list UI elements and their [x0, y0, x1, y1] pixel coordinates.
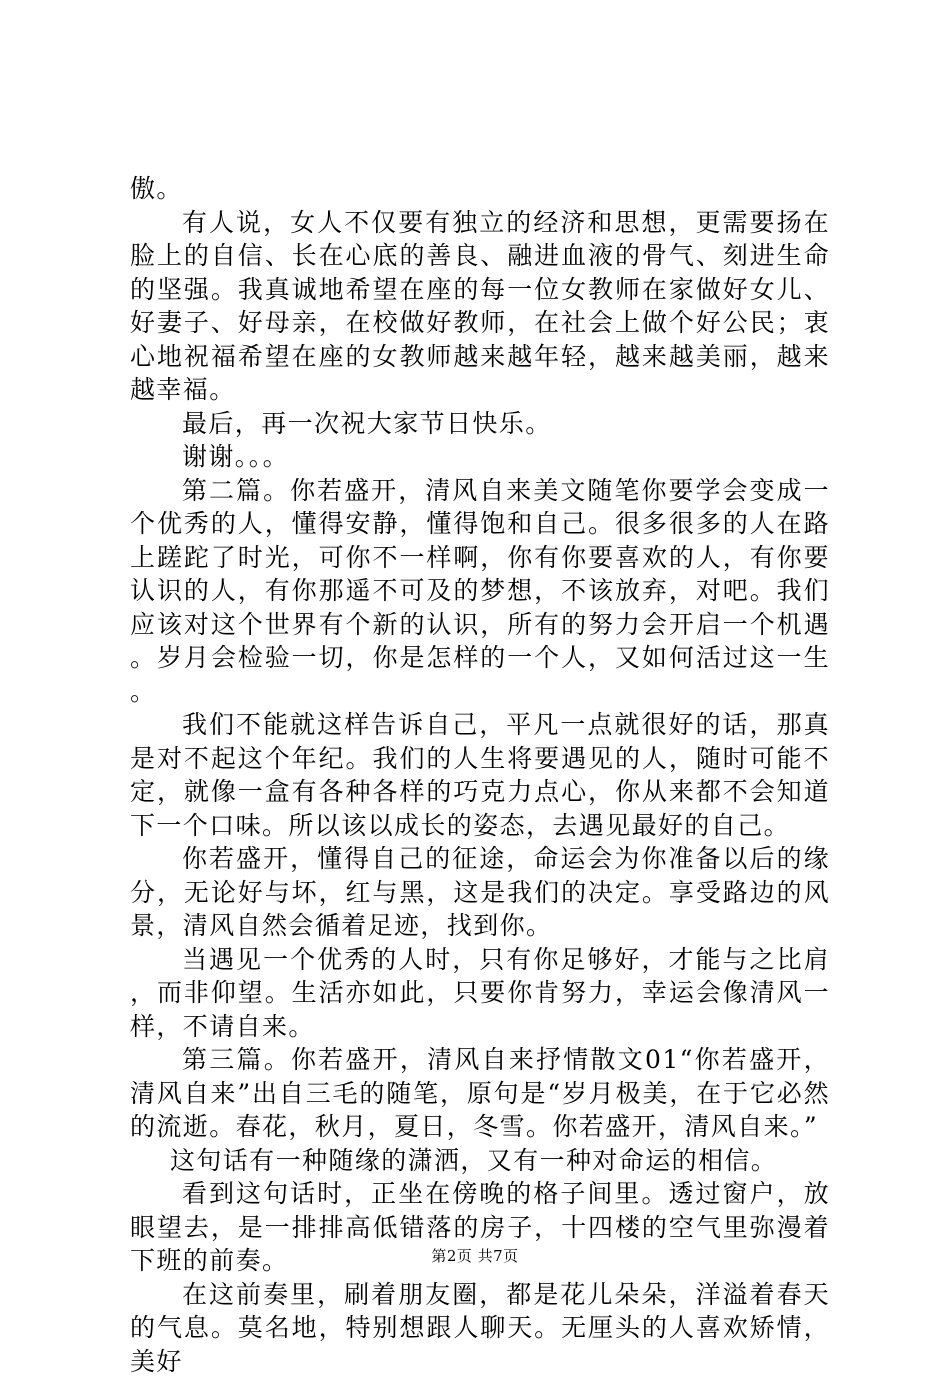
- document-body: [130, 172, 830, 1378]
- paragraph-9: 第三篇。你若盛开，清风自来抒情散文01“你若盛开，清风自来”出自三毛的随笔，原句是“岁月极美，在于它必然的流逝。春花，秋月，夏日，冬雪。你若盛开，清风自来。”: [130, 1043, 830, 1144]
- paragraph-1: 傲。: [130, 172, 830, 206]
- paragraph-11: 看到这句话时，正坐在傍晚的格子间里。透过窗户，放眼望去，是一排排高低错落的房子，十四楼的空气里弥漫着下班的前奏。: [130, 1177, 830, 1278]
- paragraph-7: 你若盛开，懂得自己的征途，命运会为你准备以后的缘分，无论好与坏，红与黑，这是我们的决定。享受路边的风景，清风自然会循着足迹，找到你。: [130, 842, 830, 943]
- paragraph-4: 谢谢。。。: [130, 440, 830, 474]
- paragraph-6: 我们不能就这样告诉自己，平凡一点就很好的话，那真是对不起这个年纪。我们的人生将要遇见的人，随时可能不定，就像一盒有各种各样的巧克力点心，你从来都不会知道下一个口味。所以该以成长的姿态，去遇见最好的自己。: [130, 708, 830, 842]
- paragraph-8: 当遇见一个优秀的人时，只有你足够好，才能与之比肩，而非仰望。生活亦如此，只要你肯努力，幸运会像清风一样，不请自来。: [130, 943, 830, 1044]
- paragraph-10: 这句话有一种随缘的潇洒，又有一种对命运的相信。: [130, 1144, 830, 1178]
- paragraph-12: 在这前奏里，刷着朋友圈，都是花儿朵朵，洋溢着春天的气息。莫名地，特别想跟人聊天。无厘头的人喜欢矫情，美好: [130, 1278, 830, 1378]
- paragraph-2: 有人说，女人不仅要有独立的经济和思想，更需要扬在脸上的自信、长在心底的善良、融进血液的骨气、刻进生命的坚强。我真诚地希望在座的每一位女教师在家做好女儿、好妻子、好母亲，在校做好教师，在社会上做个好公民；衷心地祝福希望在座的女教师越来越年轻，越来越美丽，越来越幸福。: [130, 206, 830, 407]
- page-number-footer: 第2页 共7页: [0, 1245, 950, 1266]
- paragraph-3: 最后，再一次祝大家节日快乐。: [130, 407, 830, 441]
- paragraph-5: 第二篇。你若盛开，清风自来美文随笔你要学会变成一个优秀的人，懂得安静，懂得饱和自己。很多很多的人在路上蹉跎了时光，可你不一样啊，你有你要喜欢的人，有你要认识的人，有你那遥不可及的梦想，不该放弃，对吧。我们应该对这个世界有个新的认识，所有的努力会开启一个机遇。岁月会检验一切，你是怎样的一个人，又如何活过这一生。: [130, 474, 830, 709]
